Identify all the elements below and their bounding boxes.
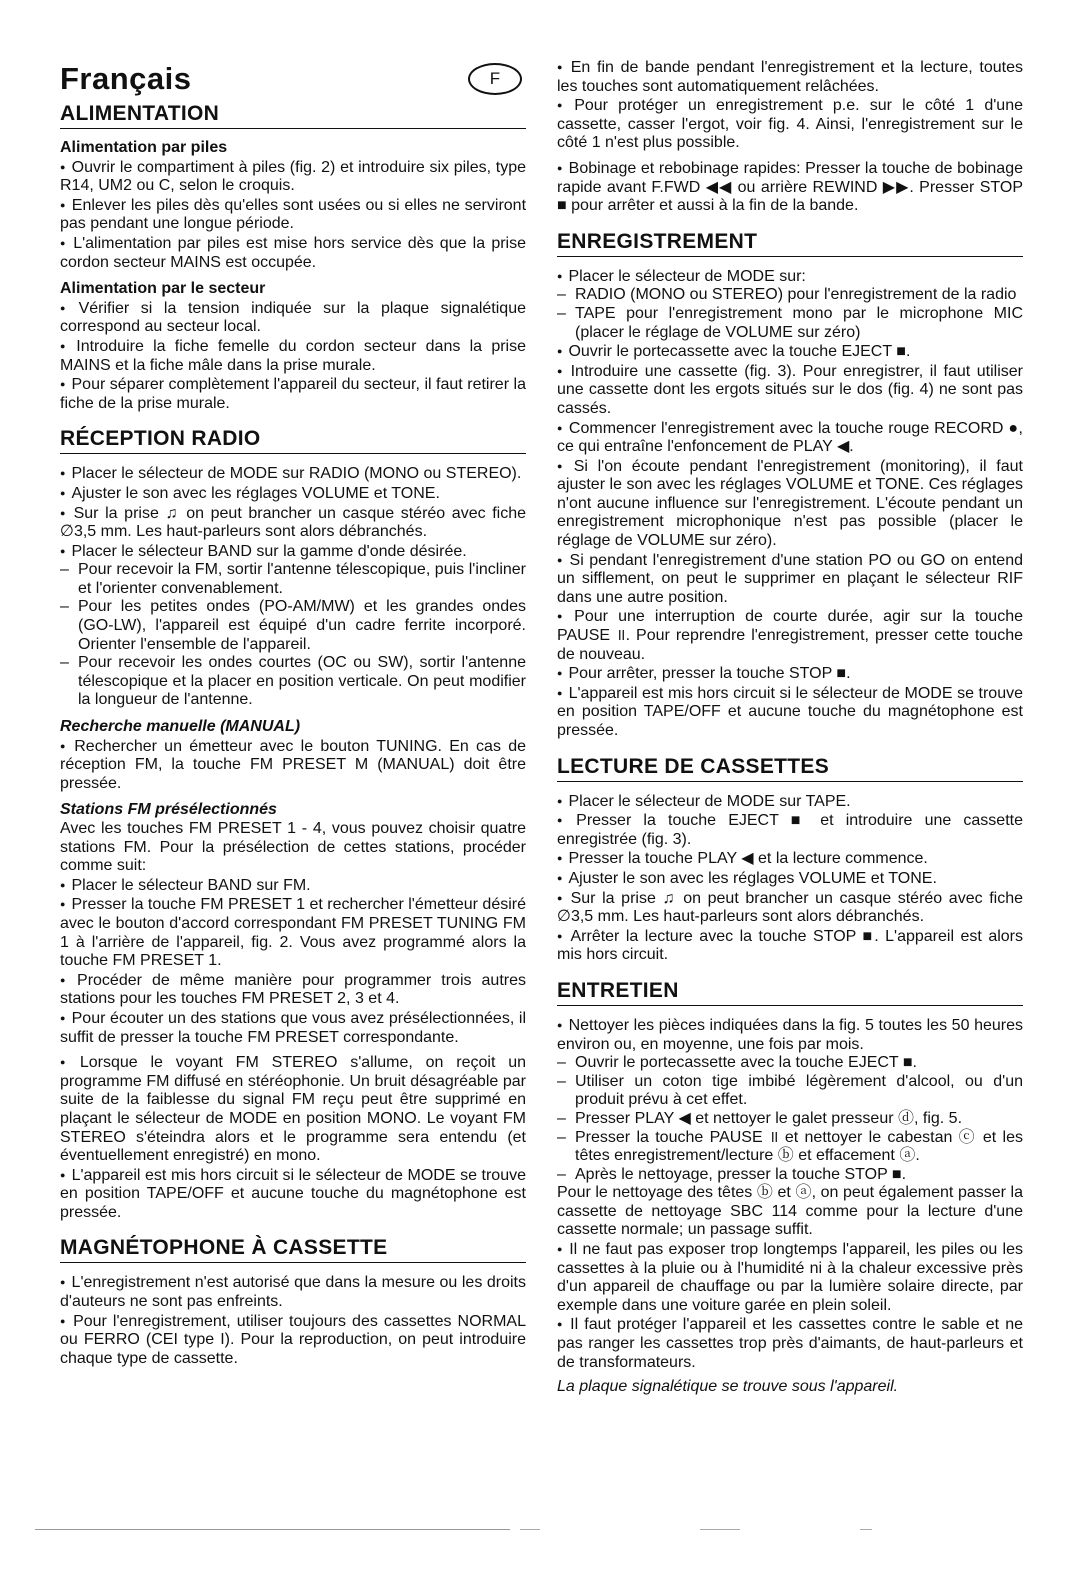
- bullet-item: ● Placer le sélecteur BAND sur la gamme d'onde désirée.: [60, 542, 526, 562]
- bullet-item: ● Procéder de même manière pour programmer trois autres stations pour les touches FM PRESET 2, 3 et 4.: [60, 971, 526, 1009]
- bullet-item: ● Sur la prise ♫ on peut brancher un casque stéréo avec fiche ∅3,5 mm. Les haut-parleurs sont alors débranchés.: [60, 504, 526, 542]
- section-heading: ALIMENTATION: [60, 102, 526, 129]
- bullet-item: ● Placer le sélecteur de MODE sur RADIO (MONO ou STEREO).: [60, 464, 526, 484]
- bullet-item: ● Pour séparer complètement l'appareil du secteur, il faut retirer la fiche de la prise murale.: [60, 375, 526, 413]
- left-sections: [60, 102, 526, 1368]
- section-heading: MAGNÉTOPHONE À CASSETTE: [60, 1236, 526, 1263]
- subheading: Alimentation par piles: [60, 139, 228, 156]
- bullet-item: ● Pour une interruption de courte durée, agir sur la touche PAUSE ॥. Pour reprendre l'enregistrement, presser cette touche de nouveau.: [557, 607, 1023, 664]
- bullet-item: ● Placer le sélecteur de MODE sur TAPE.: [557, 792, 1023, 812]
- bullet-item: ● L'appareil est mis hors circuit si le sélecteur de MODE se trouve en position TAPE/OFF et aucune touche du magnétophone est pressée.: [60, 1166, 526, 1223]
- section: [60, 102, 526, 413]
- section: [557, 58, 1023, 216]
- bullet-item: ● Arrêter la lecture avec la touche STOP ■. L'appareil est alors mis hors circuit.: [557, 927, 1023, 965]
- language-badge: F: [468, 63, 522, 95]
- bullet-item: ● Lorsque le voyant FM STEREO s'allume, on reçoit un programme FM diffusé en stéréophonie. Un bruit désagréable par suite de la faiblesse du signal FM reçu peut être supprimé en plaçant le sélecteur de MODE en position MONO. Le voyant FM STEREO s'éteindra alors et le programme sera entendu (et éventuellement enregistré) en mono.: [60, 1053, 526, 1166]
- bullet-item: ● Introduire une cassette (fig. 3). Pour enregistrer, il faut utiliser une cassette dont les ergots situés sur le dos (fig. 4) ne sont pas cassés.: [557, 362, 1023, 419]
- section-heading: LECTURE DE CASSETTES: [557, 755, 1023, 782]
- bullet-item: ● Placer le sélecteur BAND sur FM.: [60, 876, 526, 896]
- bullet-item: ● Ouvrir le portecassette avec la touche EJECT ■.: [557, 342, 1023, 362]
- section-heading: RÉCEPTION RADIO: [60, 427, 526, 454]
- section: [60, 1236, 526, 1368]
- bullet-item: ● Pour écouter un des stations que vous avez présélectionnées, il suffit de presser la touche FM PRESET correspondante.: [60, 1009, 526, 1047]
- paragraph: Avec les touches FM PRESET 1 - 4, vous pouvez choisir quatre stations FM. Pour la présélection de cettes stations, procéder comme suit:: [60, 820, 526, 875]
- dash-item: – Utiliser un coton tige imbibé légèrement d'alcool, ou d'un produit prévu à cet effet.: [557, 1073, 1023, 1110]
- bullet-item: ● Ajuster le son avec les réglages VOLUME et TONE.: [557, 869, 1023, 889]
- bullet-item: ● Sur la prise ♫ on peut brancher un casque stéréo avec fiche ∅3,5 mm. Les haut-parleurs sont alors débranchés.: [557, 889, 1023, 927]
- section: [60, 427, 526, 1222]
- paragraph: Pour le nettoyage des têtes ⓑ et ⓐ, on peut également passer la cassette de nettoyage SBC 114 comme pour la lecture d'une cassette normale; un passage suffit.: [557, 1184, 1023, 1239]
- nameplate-note: La plaque signalétique se trouve sous l'appareil.: [557, 1378, 899, 1396]
- page-title: Français: [60, 61, 192, 96]
- dash-item: – Pour recevoir les ondes courtes (OC ou SW), sortir l'antenne télescopique et la placer en position verticale. On peut modifier la longueur de l'antenne.: [60, 654, 526, 710]
- section-heading: ENREGISTREMENT: [557, 230, 1023, 257]
- bullet-item: ● Placer le sélecteur de MODE sur:: [557, 267, 1023, 287]
- dash-item: – RADIO (MONO ou STEREO) pour l'enregistrement de la radio: [557, 286, 1023, 305]
- right-sections: [557, 58, 1023, 1397]
- section: [557, 755, 1023, 965]
- bullet-item: ● Introduire la fiche femelle du cordon secteur dans la prise MAINS et la fiche mâle dans la prise murale.: [60, 337, 526, 375]
- bullet-item: ● L'enregistrement n'est autorisé que dans la mesure ou les droits d'auteurs ne sont pas enfreints.: [60, 1273, 526, 1311]
- dash-item: – Pour recevoir la FM, sortir l'antenne télescopique, puis l'incliner et l'orienter convenablement.: [60, 561, 526, 598]
- dash-item: – Pour les petites ondes (PO-AM/MW) et les grandes ondes (GO-LW), l'appareil est équipé d'un cadre ferrite incorporé. Orienter l'ensemble de l'appareil.: [60, 598, 526, 654]
- right-column: [557, 58, 1023, 1411]
- title-row: [60, 62, 526, 96]
- bullet-item: ● Pour protéger un enregistrement p.e. sur le côté 1 d'une cassette, casser l'ergot, voir fig. 4. Ainsi, l'enregistrement sur le côté 1 n'est plus possible.: [557, 96, 1023, 153]
- bullet-item: ● En fin de bande pendant l'enregistrement et la lecture, toutes les touches sont automatiquement relâchées.: [557, 58, 1023, 96]
- scan-artifact: [520, 1529, 540, 1530]
- left-column: [60, 58, 526, 1382]
- dash-item: – TAPE pour l'enregistrement mono par le microphone MIC (placer le réglage de VOLUME sur zéro): [557, 305, 1023, 342]
- bullet-item: ● Ajuster le son avec les réglages VOLUME et TONE.: [60, 484, 526, 504]
- bullet-item: ● Il ne faut pas exposer trop longtemps l'appareil, les piles ou les cassettes à la pluie ou à l'humidité ni à la chaleur excessive près d'un appareil de chauffage ou par la lumière solaire directe, par exemple dans une voiture garée en plein soleil.: [557, 1240, 1023, 1315]
- scan-artifact: [860, 1529, 872, 1530]
- scan-artifact: [700, 1529, 740, 1530]
- bullet-item: ● Vérifier si la tension indiquée sur la plaque signalétique correspond au secteur local.: [60, 299, 526, 337]
- bullet-item: ● Rechercher un émetteur avec le bouton TUNING. En cas de réception FM, la touche FM PRESET M (MANUAL) doit être pressée.: [60, 737, 526, 794]
- bullet-item: ● Enlever les piles dès qu'elles sont usées ou si elles ne serviront pas pendant une longue période.: [60, 196, 526, 234]
- bullet-item: ● Pour l'enregistrement, utiliser toujours des cassettes NORMAL ou FERRO (CEI type I). Pour la reproduction, on peut introduire chaque type de cassette.: [60, 1312, 526, 1369]
- bullet-item: ● Commencer l'enregistrement avec la touche rouge RECORD ●, ce qui entraîne l'enfoncement de PLAY ◀.: [557, 419, 1023, 457]
- section: [557, 230, 1023, 741]
- bullet-item: ● L'alimentation par piles est mise hors service dès que la prise cordon secteur MAINS est occupée.: [60, 234, 526, 272]
- bullet-item: ● Si l'on écoute pendant l'enregistrement (monitoring), il faut ajuster le son avec les réglages VOLUME et TONE. Ces réglages n'ont aucune influence sur l'enregistrement. L'écoute pendant un enregistrement microphonique n'est pas possible (placer le réglage de VOLUME sur zéro).: [557, 457, 1023, 551]
- bullet-item: ● Pour arrêter, presser la touche STOP ■.: [557, 664, 1023, 684]
- scan-artifact-line: [35, 1529, 510, 1530]
- bullet-item: ● Si pendant l'enregistrement d'une station PO ou GO on entend un sifflement, on peut le supprimer en plaçant le sélecteur RIF dans une autre position.: [557, 551, 1023, 608]
- section-heading: ENTRETIEN: [557, 979, 1023, 1006]
- dash-item: – Après le nettoyage, presser la touche STOP ■.: [557, 1166, 1023, 1185]
- bullet-item: ● Presser la touche FM PRESET 1 et rechercher l'émetteur désiré avec le bouton d'accord correspondant FM PRESET TUNING FM 1 à l'arrière de l'appareil, fig. 2. Vous avez programmé alors la touche FM PRESET 1.: [60, 895, 526, 970]
- bullet-item: ● Nettoyer les pièces indiquées dans la fig. 5 toutes les 50 heures environ ou, en moyenne, une fois par mois.: [557, 1016, 1023, 1054]
- dash-item: – Presser la touche PAUSE ॥ et nettoyer le cabestan ⓒ et les têtes enregistrement/lecture ⓑ et effacement ⓐ.: [557, 1129, 1023, 1166]
- bullet-item: ● Bobinage et rebobinage rapides: Presser la touche de bobinage rapide avant F.FWD ◀◀ ou arrière REWIND ▶▶. Presser STOP ■ pour arrêter et aussi à la fin de la bande.: [557, 159, 1023, 216]
- dash-item: – Presser PLAY ◀ et nettoyer le galet presseur ⓓ, fig. 5.: [557, 1110, 1023, 1129]
- bullet-item: ● Il faut protéger l'appareil et les cassettes contre le sable et ne pas ranger les cassettes trop près d'aimants, de haut-parleurs et de transformateurs.: [557, 1315, 1023, 1372]
- dash-item: – Ouvrir le portecassette avec la touche EJECT ■.: [557, 1054, 1023, 1073]
- section: [557, 979, 1023, 1397]
- subheading-italic: Recherche manuelle (MANUAL): [60, 718, 301, 736]
- bullet-item: ● Presser la touche EJECT ■ et introduire une cassette enregistrée (fig. 3).: [557, 811, 1023, 849]
- subheading: Alimentation par le secteur: [60, 280, 266, 298]
- bullet-item: ● Ouvrir le compartiment à piles (fig. 2) et introduire six piles, type R14, UM2 ou C, selon le croquis.: [60, 158, 526, 196]
- bullet-item: ● L'appareil est mis hors circuit si le sélecteur de MODE se trouve en position TAPE/OFF et aucune touche du magnétophone est pressée.: [557, 684, 1023, 741]
- bullet-item: ● Presser la touche PLAY ◀ et la lecture commence.: [557, 849, 1023, 869]
- subheading-italic: Stations FM présélectionnés: [60, 801, 277, 819]
